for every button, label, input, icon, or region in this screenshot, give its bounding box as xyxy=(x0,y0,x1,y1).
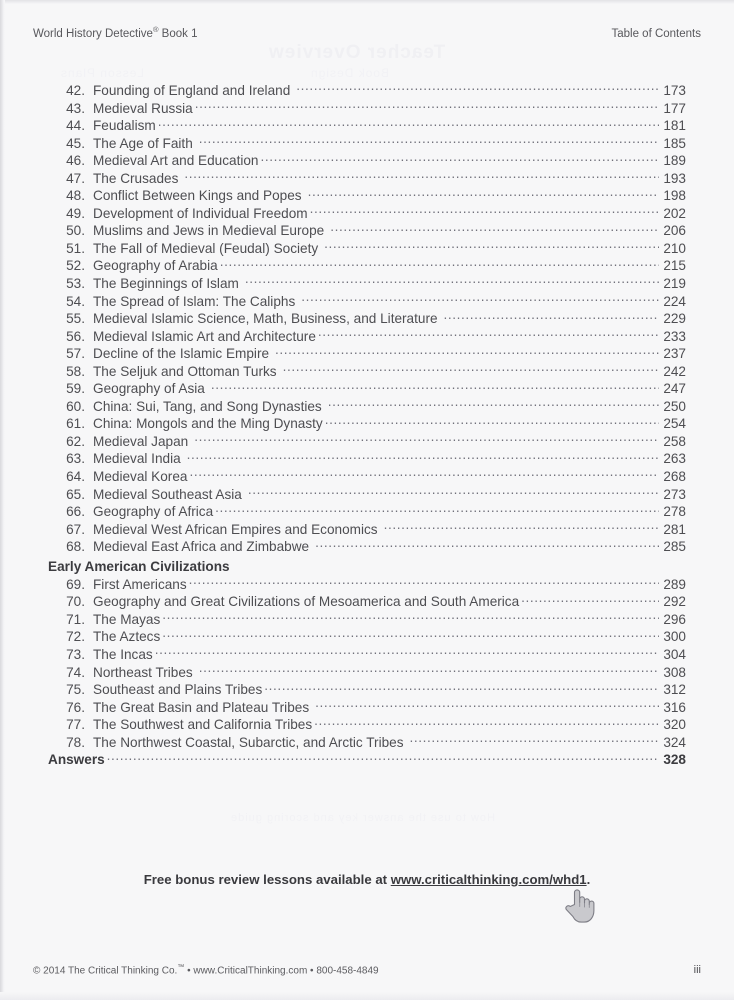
toc-dot-leader xyxy=(184,170,659,183)
toc-entry-number: 63. xyxy=(66,451,85,467)
book-title-text: World History Detective xyxy=(33,27,153,40)
toc-row xyxy=(48,293,686,311)
toc-row xyxy=(48,205,686,223)
toc-row xyxy=(48,240,686,258)
toc-dot-leader xyxy=(410,734,659,747)
toc-entry-page-number: 242 xyxy=(663,363,686,379)
toc-entry-number: 59. xyxy=(66,381,85,397)
toc-dot-leader xyxy=(308,187,659,200)
toc-entry-page-number: 281 xyxy=(663,521,686,537)
toc-dot-leader xyxy=(162,611,659,624)
toc-entry-page-number: 328 xyxy=(663,752,686,768)
toc-entry-page-number: 263 xyxy=(663,451,686,467)
toc-entry-page-number: 304 xyxy=(663,646,686,662)
toc-row xyxy=(48,152,686,170)
toc-row xyxy=(48,257,686,275)
toc-row xyxy=(48,521,686,539)
trademark-mark: ™ xyxy=(177,963,185,971)
toc-row xyxy=(48,664,686,682)
toc-entry-page-number: 237 xyxy=(663,346,686,362)
toc-row xyxy=(48,345,686,363)
toc-entry-page-number: 229 xyxy=(663,311,686,327)
toc-dot-leader xyxy=(215,503,659,516)
toc-row xyxy=(48,187,686,205)
toc-entry-page-number: 193 xyxy=(663,170,686,186)
toc-entry-number: 61. xyxy=(66,416,85,432)
toc-entry-title: The Great Basin and Plateau Tribes xyxy=(93,699,310,715)
toc-entry-number: 72. xyxy=(66,629,85,645)
toc-entry-title: Geography of Africa xyxy=(93,504,214,520)
bleed-through-title: Teacher Overview xyxy=(268,42,446,63)
toc-entry-page-number: 300 xyxy=(663,629,686,645)
toc-dot-leader xyxy=(325,415,659,428)
toc-entry-number: 49. xyxy=(66,205,85,221)
bleed-through-line-c: How to use the answer key and scoring guide xyxy=(230,812,495,824)
toc-dot-leader xyxy=(248,486,659,499)
page-folio-number: iii xyxy=(693,964,701,976)
toc-entry-title: The Northwest Coastal, Subarctic, and Arctic Tribes xyxy=(93,734,404,750)
toc-row xyxy=(48,275,686,293)
toc-entry-title: The Crusades xyxy=(93,170,179,186)
toc-entry-title: Conflict Between Kings and Popes xyxy=(93,188,302,204)
scan-edge-bottom xyxy=(0,992,734,1000)
toc-dot-leader xyxy=(283,363,659,376)
toc-entry-title: Medieval East Africa and Zimbabwe xyxy=(93,539,310,555)
toc-entry-number: 47. xyxy=(66,170,85,186)
toc-entry-number: 51. xyxy=(66,240,85,256)
toc-entry-page-number: 198 xyxy=(663,188,686,204)
toc-entry-title: Medieval West African Empires and Economics xyxy=(93,521,378,537)
toc-row xyxy=(48,486,686,504)
toc-entry-page-number: 324 xyxy=(663,734,686,750)
toc-entry-title: Medieval Russia xyxy=(93,100,193,116)
toc-dot-leader xyxy=(199,135,659,148)
toc-entry-page-number: 206 xyxy=(663,223,686,239)
footer-separator-1: • xyxy=(184,965,194,976)
table-of-contents-list xyxy=(48,82,686,769)
toc-entry-title: Southeast and Plains Tribes xyxy=(93,682,263,698)
book-number-text: Book 1 xyxy=(158,27,198,40)
toc-entry-title: Medieval Islamic Art and Architecture xyxy=(93,328,316,344)
toc-entry-page-number: 308 xyxy=(663,664,686,680)
toc-entry-title: Medieval Islamic Science, Math, Business, and Literature xyxy=(93,311,438,327)
toc-entry-page-number: 202 xyxy=(663,205,686,221)
toc-entry-title: Medieval India xyxy=(93,451,181,467)
toc-entry-page-number: 273 xyxy=(663,486,686,502)
toc-dot-leader xyxy=(195,100,659,113)
toc-row xyxy=(48,398,686,416)
toc-dot-leader xyxy=(199,664,659,677)
toc-entry-page-number: 285 xyxy=(663,539,686,555)
toc-entry-page-number: 312 xyxy=(663,682,686,698)
toc-dot-leader xyxy=(162,628,659,641)
toc-dot-leader xyxy=(318,328,659,341)
toc-entry-number: 78. xyxy=(66,734,85,750)
toc-dot-leader xyxy=(155,646,659,659)
registered-trademark-mark: ® xyxy=(152,25,159,34)
toc-group-early-american xyxy=(48,576,686,751)
toc-row xyxy=(48,699,686,717)
toc-entry-page-number: 316 xyxy=(663,699,686,715)
toc-row xyxy=(48,310,686,328)
toc-entry-page-number: 233 xyxy=(663,328,686,344)
scan-edge-left xyxy=(0,0,5,1000)
toc-row xyxy=(48,415,686,433)
toc-row xyxy=(48,328,686,346)
toc-entry-page-number: 254 xyxy=(663,416,686,432)
toc-entry-number: 62. xyxy=(66,433,85,449)
toc-entry-page-number: 173 xyxy=(663,83,686,98)
toc-dot-leader xyxy=(315,699,659,712)
toc-entry-number: 58. xyxy=(66,363,85,379)
toc-section-heading-early-american-civilizations: Early American Civilizations xyxy=(48,558,230,574)
toc-entry-number: 48. xyxy=(66,188,85,204)
toc-entry-number: 57. xyxy=(66,346,85,362)
toc-entry-number: 76. xyxy=(66,699,85,715)
toc-entry-page-number: 320 xyxy=(663,717,686,733)
toc-row xyxy=(48,117,686,135)
toc-entry-title: The Spread of Islam: The Caliphs xyxy=(93,293,296,309)
toc-row xyxy=(48,734,686,752)
toc-entry-title: China: Sui, Tang, and Song Dynasties xyxy=(93,398,322,414)
toc-entry-number: 70. xyxy=(66,594,85,610)
promo-text-after: . xyxy=(586,872,591,887)
toc-dot-leader xyxy=(444,310,659,323)
toc-entry-number: 50. xyxy=(66,223,85,239)
toc-entry-title: Northeast Tribes xyxy=(93,664,193,680)
toc-entry-number: 52. xyxy=(66,258,85,274)
promo-url-link[interactable]: www.criticalthinking.com/whd1 xyxy=(390,872,587,887)
toc-entry-title: Founding of England and Ireland xyxy=(93,83,291,98)
toc-row xyxy=(48,576,686,594)
toc-entry-title: Feudalism xyxy=(93,118,156,134)
toc-dot-leader xyxy=(384,521,659,534)
toc-dot-leader xyxy=(194,433,659,446)
toc-entry-page-number: 247 xyxy=(663,381,686,397)
toc-row xyxy=(48,538,686,556)
toc-row xyxy=(48,646,686,664)
footer-phone: 800-458-4849 xyxy=(316,965,379,976)
toc-dot-leader xyxy=(315,538,659,551)
toc-entry-page-number: 177 xyxy=(663,100,686,116)
toc-entry-page-number: 215 xyxy=(663,258,686,274)
toc-entry-number: 44. xyxy=(66,118,85,134)
footer-separator-2: • xyxy=(307,965,317,976)
toc-entry-title: Development of Individual Freedom xyxy=(93,205,308,221)
toc-entry-page-number: 296 xyxy=(663,611,686,627)
running-head-section-label: Table of Contents xyxy=(611,27,701,40)
scan-edge-top xyxy=(0,0,734,4)
toc-row xyxy=(48,170,686,188)
toc-entry-number: 56. xyxy=(66,328,85,344)
toc-entry-page-number: 278 xyxy=(663,504,686,520)
toc-entry-title: Muslims and Jews in Medieval Europe xyxy=(93,223,325,239)
toc-entry-title: The Fall of Medieval (Feudal) Society xyxy=(93,240,319,256)
toc-row xyxy=(48,363,686,381)
toc-dot-leader xyxy=(264,681,659,694)
toc-entry-number: 69. xyxy=(66,576,85,592)
promo-text-before: Free bonus review lessons available at xyxy=(143,872,391,887)
toc-entry-title: Decline of the Islamic Empire xyxy=(93,346,270,362)
toc-row xyxy=(48,135,686,153)
pointing-hand-icon xyxy=(563,886,597,924)
toc-entry-title: The Mayas xyxy=(93,611,161,627)
toc-row xyxy=(48,433,686,451)
toc-dot-leader xyxy=(220,257,659,270)
toc-entry-page-number: 219 xyxy=(663,276,686,292)
toc-row xyxy=(48,681,686,699)
toc-entry-title: Medieval Southeast Asia xyxy=(93,486,242,502)
toc-entry-page-number: 250 xyxy=(663,398,686,414)
toc-entry-page-number: 289 xyxy=(663,576,686,592)
toc-entry-number: 68. xyxy=(66,539,85,555)
toc-row xyxy=(48,716,686,734)
toc-entry-title: The Age of Faith xyxy=(93,135,193,151)
toc-entry-number: 46. xyxy=(66,153,85,169)
toc-dot-leader xyxy=(330,222,659,235)
toc-row xyxy=(48,503,686,521)
toc-entry-number: 71. xyxy=(66,611,85,627)
page-footer xyxy=(33,964,701,976)
toc-entry-number: 64. xyxy=(66,469,85,485)
toc-row xyxy=(48,82,686,100)
toc-entry-title: Medieval Art and Education xyxy=(93,153,259,169)
toc-dot-leader xyxy=(301,293,659,306)
toc-entry-title: The Aztecs xyxy=(93,629,161,645)
toc-entry-title: The Incas xyxy=(93,646,153,662)
footer-copyright-line xyxy=(33,964,379,976)
bleed-through-line-a: Lesson Plans xyxy=(60,66,145,80)
promo-line xyxy=(0,872,734,887)
toc-entry-title: The Beginnings of Islam xyxy=(93,276,239,292)
toc-entry-number: 67. xyxy=(66,521,85,537)
toc-entry-title: The Southwest and California Tribes xyxy=(93,717,313,733)
footer-website: www.CriticalThinking.com xyxy=(193,965,308,976)
toc-dot-leader xyxy=(261,152,660,165)
toc-entry-title: Geography and Great Civilizations of Mesoamerica and South America xyxy=(93,594,520,610)
toc-dot-leader xyxy=(275,345,659,358)
toc-entry-title: Answers xyxy=(48,752,105,768)
bleed-through-line-b: Book Design xyxy=(310,66,390,80)
toc-entry-page-number: 268 xyxy=(663,469,686,485)
toc-entry-title: China: Mongols and the Ming Dynasty xyxy=(93,416,323,432)
toc-entry-page-number: 181 xyxy=(663,118,686,134)
toc-entry-page-number: 292 xyxy=(663,594,686,610)
toc-entry-number: 42. xyxy=(66,83,85,98)
toc-dot-leader xyxy=(189,576,659,589)
toc-entry-page-number: 258 xyxy=(663,433,686,449)
toc-entry-page-number: 224 xyxy=(663,293,686,309)
toc-row xyxy=(48,468,686,486)
toc-row xyxy=(48,628,686,646)
toc-entry-number: 65. xyxy=(66,486,85,502)
toc-entry-title: The Seljuk and Ottoman Turks xyxy=(93,363,277,379)
toc-row xyxy=(48,611,686,629)
toc-entry-number: 54. xyxy=(66,293,85,309)
toc-dot-leader xyxy=(158,117,659,130)
toc-dot-leader xyxy=(521,593,659,606)
toc-dot-leader xyxy=(211,380,659,393)
toc-row xyxy=(48,450,686,468)
toc-dot-leader xyxy=(107,751,659,764)
toc-dot-leader xyxy=(245,275,659,288)
toc-entry-number: 60. xyxy=(66,398,85,414)
toc-entry-number: 75. xyxy=(66,682,85,698)
toc-entry-page-number: 185 xyxy=(663,135,686,151)
toc-entry-page-number: 189 xyxy=(663,153,686,169)
toc-dot-leader xyxy=(296,82,659,95)
toc-dot-leader xyxy=(314,716,659,729)
toc-entry-number: 53. xyxy=(66,276,85,292)
toc-answers-row-container xyxy=(48,751,686,769)
toc-entry-title: Medieval Japan xyxy=(93,433,189,449)
toc-entry-title: First Americans xyxy=(93,576,187,592)
toc-dot-leader xyxy=(310,205,659,218)
toc-dot-leader xyxy=(324,240,659,253)
toc-dot-leader xyxy=(328,398,659,411)
running-head xyxy=(33,25,701,40)
toc-entry-title: Geography of Arabia xyxy=(93,258,218,274)
toc-entry-number: 55. xyxy=(66,311,85,327)
toc-row xyxy=(48,380,686,398)
toc-group-medieval xyxy=(48,82,686,556)
toc-entry-title: Medieval Korea xyxy=(93,469,188,485)
toc-entry-number: 66. xyxy=(66,504,85,520)
toc-row xyxy=(48,593,686,611)
toc-entry-number: 45. xyxy=(66,135,85,151)
toc-entry-number: 74. xyxy=(66,664,85,680)
toc-entry-number: 43. xyxy=(66,100,85,116)
toc-row xyxy=(48,100,686,118)
toc-dot-leader xyxy=(187,450,659,463)
running-head-book-title xyxy=(33,25,197,40)
toc-entry-number: 77. xyxy=(66,717,85,733)
toc-dot-leader xyxy=(189,468,659,481)
toc-entry-number: 73. xyxy=(66,646,85,662)
toc-row xyxy=(48,222,686,240)
toc-entry-title: Geography of Asia xyxy=(93,381,205,397)
toc-answers-row xyxy=(48,751,686,769)
toc-entry-page-number: 210 xyxy=(663,240,686,256)
footer-copyright-text: © 2014 The Critical Thinking Co. xyxy=(33,965,178,976)
